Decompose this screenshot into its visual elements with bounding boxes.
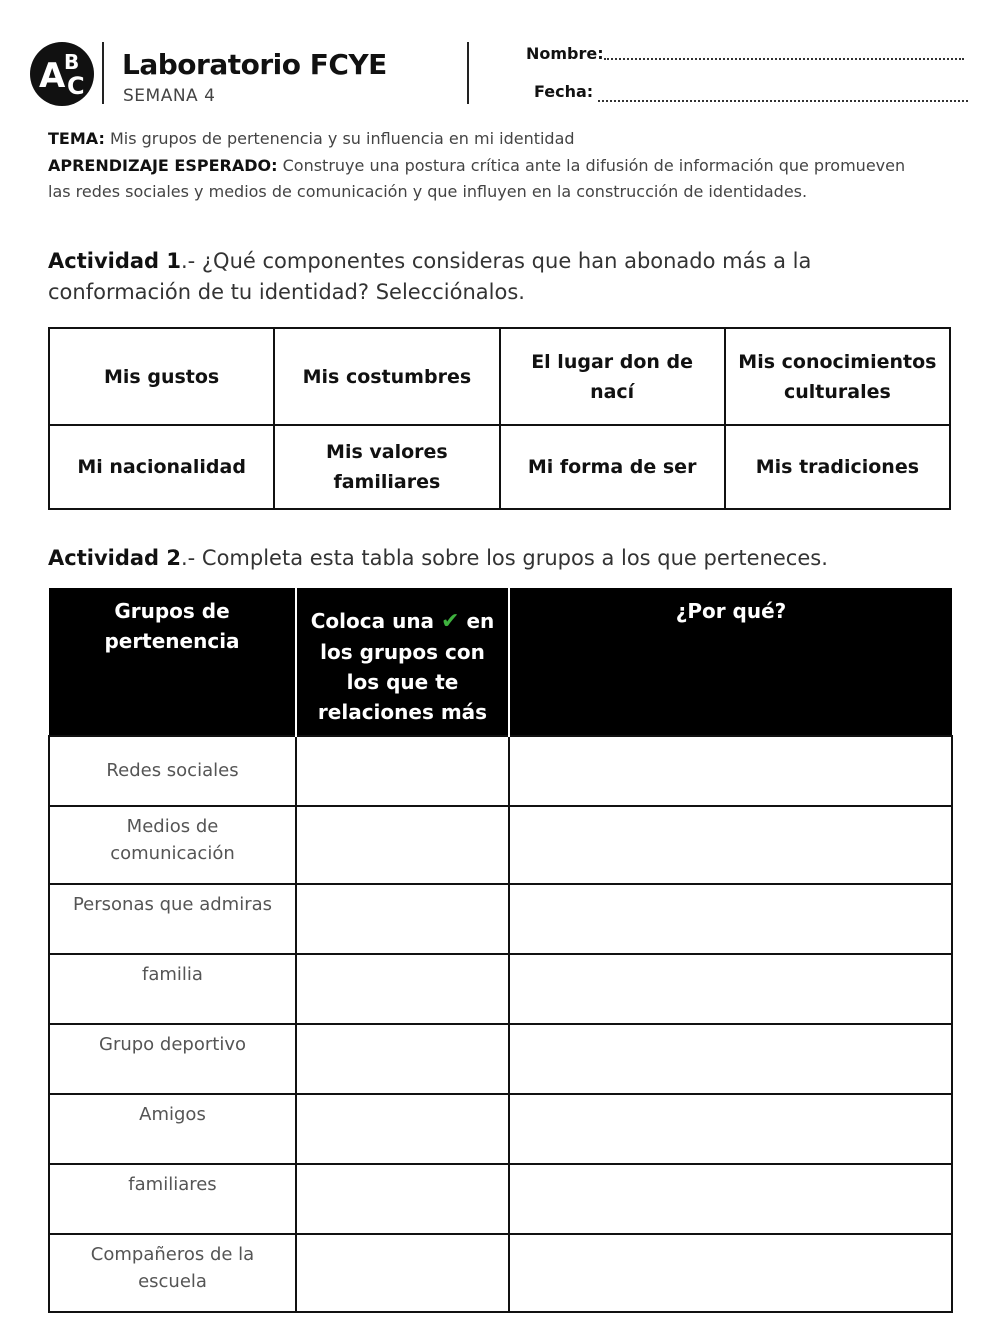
name-field[interactable] xyxy=(604,58,964,60)
component-option[interactable]: Mis valores familiares xyxy=(274,425,499,509)
name-label: Nombre: xyxy=(526,44,604,63)
aprendizaje-line xyxy=(48,153,928,206)
tema-label: TEMA: xyxy=(48,129,105,148)
week-label: SEMANA 4 xyxy=(123,86,216,106)
why-cell[interactable] xyxy=(509,1094,952,1164)
table-row xyxy=(49,806,952,884)
check-cell[interactable] xyxy=(296,1164,509,1234)
component-option[interactable]: El lugar don de nací xyxy=(500,328,725,425)
group-name: Personas que admiras xyxy=(49,884,296,954)
header-divider-2 xyxy=(467,42,469,104)
checkmark-icon: ✔ xyxy=(441,609,460,634)
activity2-label: Actividad 2 xyxy=(48,546,181,570)
component-option[interactable]: Mis costumbres xyxy=(274,328,499,425)
group-name: Amigos xyxy=(49,1094,296,1164)
component-option[interactable]: Mi nacionalidad xyxy=(49,425,274,509)
activity1-label: Actividad 1 xyxy=(48,249,181,273)
check-cell[interactable] xyxy=(296,736,509,806)
logo-letter-c: C xyxy=(67,72,85,100)
component-option[interactable]: Mis tradiciones xyxy=(725,425,950,509)
date-label: Fecha: xyxy=(534,82,594,101)
aprendizaje-text: Construye una postura crítica ante la difusión de información que promueven las redes sociales y medios de comunicación y que influyen en la construcción de identidades. xyxy=(48,155,906,201)
group-name: Grupo deportivo xyxy=(49,1024,296,1094)
component-option[interactable]: Mis gustos xyxy=(49,328,274,425)
components-row xyxy=(49,425,950,509)
components-table xyxy=(48,327,951,510)
activity1-prompt xyxy=(48,246,948,308)
logo-letter-a: A xyxy=(39,56,66,96)
header-groups: Grupos de pertenencia xyxy=(49,588,296,736)
logo-letter-b: B xyxy=(64,50,80,74)
group-name: Medios de comunicación xyxy=(49,806,296,884)
why-cell[interactable] xyxy=(509,954,952,1024)
group-name: Compañeros de la escuela xyxy=(49,1234,296,1312)
table-row xyxy=(49,1234,952,1312)
why-cell[interactable] xyxy=(509,806,952,884)
activity1-text: .- ¿Qué componentes consideras que han abonado más a la conformación de tu identidad? Selecciónalos. xyxy=(48,249,812,304)
check-cell[interactable] xyxy=(296,1024,509,1094)
groups-table xyxy=(48,588,953,1313)
aprendizaje-label: APRENDIZAJE ESPERADO: xyxy=(48,155,278,175)
tema-text: Mis grupos de pertenencia y su influencia en mi identidad xyxy=(109,129,575,148)
table-row xyxy=(49,954,952,1024)
check-cell[interactable] xyxy=(296,806,509,884)
components-row xyxy=(49,328,950,425)
tema-line xyxy=(48,126,928,153)
table-row xyxy=(49,1164,952,1234)
date-field[interactable] xyxy=(598,100,968,102)
component-option[interactable]: Mi forma de ser xyxy=(500,425,725,509)
table-row xyxy=(49,1024,952,1094)
group-name: familiares xyxy=(49,1164,296,1234)
component-option[interactable]: Mis conocimientos culturales xyxy=(725,328,950,425)
worksheet-title: Laboratorio FCYE xyxy=(122,48,387,81)
header-check-text-a: Coloca una xyxy=(310,609,435,633)
table-row xyxy=(49,1094,952,1164)
table-row xyxy=(49,884,952,954)
group-name: Redes sociales xyxy=(49,736,296,806)
check-cell[interactable] xyxy=(296,1234,509,1312)
header-check-text-b: en los grupos con los que te relaciones más xyxy=(317,609,495,724)
group-name: familia xyxy=(49,954,296,1024)
why-cell[interactable] xyxy=(509,1164,952,1234)
check-cell[interactable] xyxy=(296,954,509,1024)
check-cell[interactable] xyxy=(296,1094,509,1164)
check-cell[interactable] xyxy=(296,884,509,954)
why-cell[interactable] xyxy=(509,736,952,806)
why-cell[interactable] xyxy=(509,1024,952,1094)
header-why: ¿Por qué? xyxy=(509,588,952,736)
activity2-text: .- Completa esta tabla sobre los grupos a los que perteneces. xyxy=(180,546,828,570)
abc-logo xyxy=(30,42,94,106)
table-row xyxy=(49,736,952,806)
activity2-prompt xyxy=(48,543,948,574)
header-divider xyxy=(102,42,104,104)
groups-header-row xyxy=(49,588,952,736)
intro-section xyxy=(48,126,928,206)
why-cell[interactable] xyxy=(509,884,952,954)
why-cell[interactable] xyxy=(509,1234,952,1312)
header-check xyxy=(296,588,509,736)
